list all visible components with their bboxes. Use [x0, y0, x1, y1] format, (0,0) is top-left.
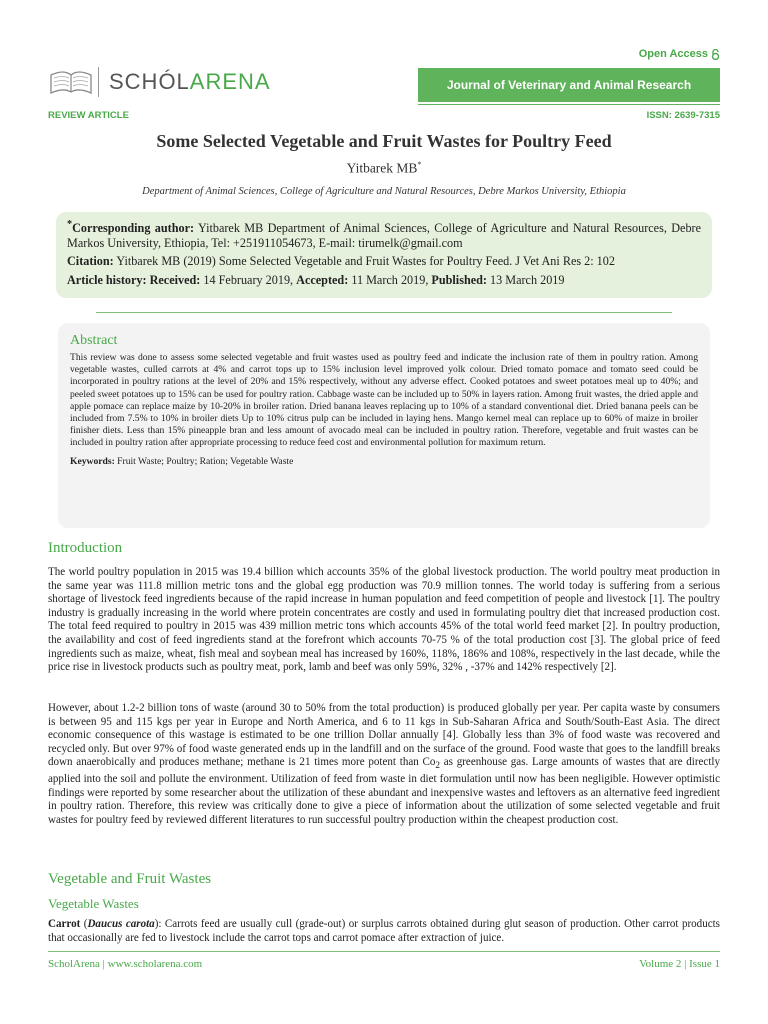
accepted-label: Accepted:	[296, 272, 349, 287]
keywords-text: Fruit Waste; Poultry; Ration; Vegetable Waste	[114, 455, 294, 467]
brand-part-2: ARENA	[189, 69, 271, 94]
open-book-icon	[48, 67, 94, 97]
abstract-text: This review was done to assess some selected vegetable and fruit wastes used as poultry feed and indicate the inclusion rate of them in poultry ration. Among vegetable wastes, culled carrots at 4% and carrot tops up to 15% inclusion level improved yolk colour. Dried tomato pomace and tomato seed could be incorporated in poultry rations at the level of 20% and 15% respectively, without any adverse effect. Cooked potatoes and sweet potatoes meal up to 40%; and peeled sweet potatoes up to 15% can be used for poultry ration. Cabbage waste can be included up to 50% in layers ration. Among fruit wastes, the dried apple and apple pomace can replace maize by 10-20% in broiler ration. Dried banana leaves replacing up to 10% of a standard conventional diet. Dried banana peels can be included from 7.5% to 10% in broiler diets Up to 10% citrus pulp can be included in laying hens. Mango kernel meal can replace up to 60% of maize in broiler finisher diets. Less than 15% pineapple bran and less amount of avocado meal can be included in poultry ration. Therefore, vegetable and fruit wastes can be included in poultry ration after appropriate processing to reduce feed cost and environmental pollution for maximum return.	[70, 352, 698, 449]
history-label: Article history:	[67, 272, 147, 287]
published-date: 13 March 2019	[486, 272, 565, 287]
received-date: 14 February 2019,	[200, 272, 297, 287]
article-type: REVIEW ARTICLE	[48, 110, 129, 121]
citation-label: Citation:	[67, 254, 114, 269]
abstract-box	[58, 323, 710, 528]
banner-underline	[418, 104, 720, 105]
corr-label: Corresponding author:	[72, 221, 195, 236]
citation	[67, 254, 701, 269]
published-label: Published:	[431, 272, 487, 287]
footer-publisher[interactable]: ScholArena | www.scholarena.com	[48, 958, 203, 970]
received-label: Received:	[149, 272, 201, 287]
carrot-latin: Daucus carota	[87, 918, 155, 930]
author-line	[48, 160, 720, 177]
carrot-paragraph	[48, 918, 720, 945]
open-lock-icon	[711, 49, 720, 60]
intro-p2-subscript: 2	[435, 760, 441, 771]
intro-paragraph-2	[48, 702, 720, 828]
logo-divider	[98, 67, 99, 97]
article-title: Some Selected Vegetable and Fruit Wastes for Poultry Feed	[156, 131, 612, 151]
brand-name	[109, 69, 271, 95]
open-access-text: Open Access	[638, 48, 708, 60]
brand-part-1: SCHÓL	[109, 69, 190, 94]
carrot-open: (	[80, 918, 88, 930]
keywords	[70, 456, 698, 467]
corr-text: Yitbarek MB Department of Animal Sciences, College of Agriculture and Natural Resources, Debre Markos University, Ethiopia, Tel: +251911054673, E-mail: tirumelk@gmail.com	[67, 221, 702, 250]
journal-banner: Journal of Veterinary and Animal Research	[418, 68, 720, 102]
intro-p2-part-a: However, about 1.2-2 billion tons of waste (around 30 to 50% from the total production) is produced globally per year. Per capita waste by consumers is between 95 and 115 kgs per year in Europe and North America, and 6 to 11 kgs in Sub-Saharan Africa and South/South-East Asia. The direct economic consequence of this wastage is estimated to be one trillion Dollar annually [4]. Globally less than 3% of food waste was recovered and recycled only. But over 97% of food waste generated ends up in the landfill and on the surface of the ground. Food waste that goes to the landfill breaks down anaerobically and produces methane; methane is 21 times more potent than Co	[48, 702, 720, 769]
carrot-label: Carrot	[48, 918, 81, 930]
accepted-date: 11 March 2019,	[348, 272, 432, 287]
author-mark: *	[417, 160, 422, 169]
scholarena-logo[interactable]	[48, 64, 271, 100]
section-divider	[96, 312, 672, 313]
article-history	[67, 273, 701, 288]
veg-fruit-heading: Vegetable and Fruit Wastes	[48, 871, 212, 887]
open-access-label	[639, 48, 720, 60]
carrot-text: Carrots feed are usually cull (grade-out) or surplus carrots obtained during glut season of production. Other carrot products that occasionally are fed to livestock include the carrot tops and carrot pomace after extraction of juice.	[48, 918, 720, 944]
author-name: Yitbarek MB	[346, 160, 418, 176]
issn: ISSN: 2639-7315	[646, 110, 720, 121]
footer-divider	[48, 951, 720, 952]
corr-mark: *	[67, 219, 73, 230]
article-info-box	[56, 212, 712, 298]
intro-p2-part-b: as greenhouse gas. Large amounts of wastes that are directly applied into the soil and pollute the environment. Utilization of feed from waste in diet formulation until now has been negligible. However optimistic findings were reported by some researcher about the utilization of these abundant and inexpensive wastes and leftovers as an alternative feed ingredient in poultry ration. Therefore, this review was critically done to give a piece of information about the utilization of some selected vegetable and fruit wastes for poultry feed by reviewed different literatures to run successful poultry production within the cheapest production cost.	[48, 756, 720, 826]
footer-volume: Volume 2 | Issue 1	[639, 958, 720, 970]
corresponding-author	[67, 218, 701, 250]
carrot-close: ):	[154, 918, 162, 930]
abstract-heading: Abstract	[70, 333, 118, 348]
citation-text: Yitbarek MB (2019) Some Selected Vegetable and Fruit Wastes for Poultry Feed. J Vet Ani Res 2: 102	[113, 254, 615, 269]
vegetable-wastes-heading: Vegetable Wastes	[48, 896, 139, 911]
introduction-heading: Introduction	[48, 540, 123, 556]
keywords-label: Keywords:	[70, 455, 115, 467]
intro-paragraph-1: The world poultry population in 2015 was 19.4 billion which accounts 35% of the global livestock production. The world poultry meat production in the same year was 111.8 million metric tons and the global egg production was 70.9 million tonnes. The world today is suffering from a serious shortage of livestock feed ingredients because of the rapid increase in human population and feed competition of people and livestock [1]. The poultry industry is gradually increasing in the world where protein concentrates are costly and used in formulating poultry diet that increased production cost. The total feed required to poultry in 2015 was 439 million metric tons which accounts 45% of the total world feed market [2]. In poultry production, the availability and cost of feed ingredients stand at the forefront which accounts 70-75 % of the total production cost [3]. The global price of feed ingredients such as maize, wheat, fish meal and soybean meal has increased by 160%, 118%, 186% and 108%, respectively in the last decade, while the price rise in livestock products such as poultry meat, pork, lamb and beef was only 59%, 32% , -37% and 142% respectively [2].	[48, 566, 720, 674]
affiliation: Department of Animal Sciences, College of Agriculture and Natural Resources, Debre Markos University, Ethiopia	[142, 186, 626, 197]
